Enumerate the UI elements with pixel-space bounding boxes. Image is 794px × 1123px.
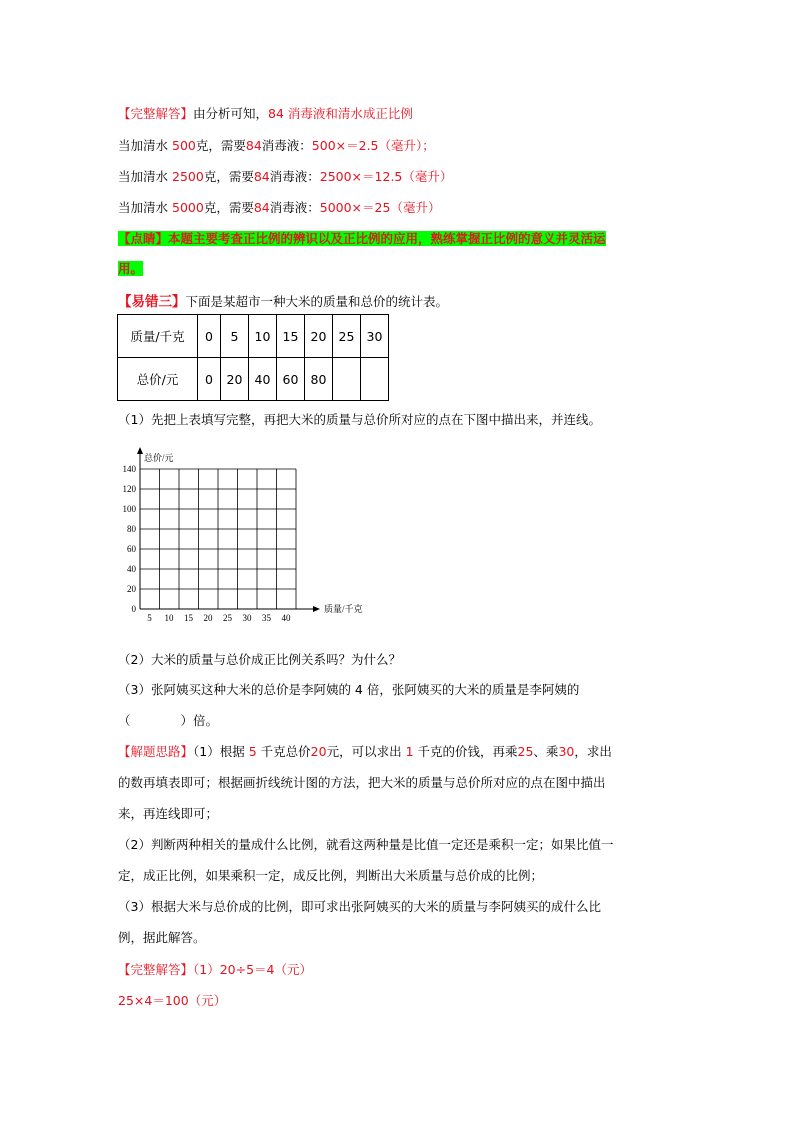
- y-axis-label: 总价/元: [144, 453, 174, 463]
- answer-line: [118, 104, 413, 122]
- table-cell: 0: [198, 358, 221, 401]
- calc-result: 5000×＝25（毫升）: [319, 200, 441, 215]
- table-header: 总价/元: [118, 358, 198, 401]
- comment-line-1: [118, 228, 606, 250]
- x-tick-label: 15: [184, 613, 193, 623]
- answer-conclusion: 84 消毒液和清水成正比例: [268, 106, 413, 121]
- calc-result: 2500×＝12.5（毫升）: [319, 169, 453, 184]
- calc-number: 84: [253, 200, 270, 215]
- solution-number: 25: [517, 744, 534, 759]
- x-tick-label: 10: [164, 613, 174, 623]
- calc-number: 500: [172, 138, 196, 153]
- calc-text: 消毒液：: [269, 169, 320, 184]
- calc-line-3: [118, 198, 440, 216]
- calc-text: 消毒液：: [261, 138, 312, 153]
- calc-text: 消毒液：: [269, 200, 320, 215]
- solution-line-2: 的数再填表即可；根据画折线统计图的方法，把大米的质量与总价所对应的点在图中描出: [118, 775, 606, 790]
- solution-text: 、乘: [533, 744, 559, 759]
- answer2-calc: （1）20÷5＝4（元）: [193, 962, 313, 977]
- table-cell: 60: [277, 358, 305, 401]
- solution-line-3: 来，再连线即可；: [118, 806, 219, 821]
- y-tick-label: 100: [122, 504, 136, 514]
- calc-text: 克，需要: [203, 200, 254, 215]
- question-3: （3）张阿姨买这种大米的总价是李阿姨的 4 倍，张阿姨买的大米的质量是李阿姨的: [118, 682, 580, 697]
- solution-number: 5: [248, 744, 257, 759]
- solution-line-4: （2）判断两种相关的量成什么比例，就看这两种量是比值一定还是乘积一定；如果比值一: [118, 837, 614, 852]
- calc-line-1: [118, 136, 435, 154]
- question-3-blank: （ ）倍。: [118, 713, 219, 728]
- calc-number: 5000: [172, 200, 204, 215]
- table-cell: 80: [305, 358, 333, 401]
- x-axis-arrow: [313, 606, 320, 612]
- grid-chart: [110, 440, 380, 625]
- x-tick-label: 25: [223, 613, 232, 623]
- y-tick-label: 60: [127, 544, 136, 554]
- table-header: 质量/千克: [118, 315, 198, 358]
- table-cell: 0: [198, 315, 221, 358]
- calc-number: 2500: [172, 169, 204, 184]
- solution-line-7: 例，据此解答。: [118, 930, 206, 945]
- solution-number: 20: [310, 744, 327, 759]
- calc-text: 当加清水: [118, 138, 169, 153]
- table-cell: 10: [249, 315, 277, 358]
- solution-line-6: （3）根据大米与总价成的比例，即可求出张阿姨买的大米的质量与李阿姨买的成什么比: [118, 899, 601, 914]
- solution-number: 1: [405, 744, 414, 759]
- x-tick-label: 5: [147, 613, 152, 623]
- calc-text: 当加清水: [118, 200, 169, 215]
- calc-line-2: [118, 167, 452, 185]
- table-cell: 20: [305, 315, 333, 358]
- solution-tag: 【解题思路】: [118, 744, 194, 759]
- solution-text: 千克的价钱，再乘: [417, 744, 518, 759]
- x-tick-label: 40: [281, 613, 291, 623]
- solution-text: ，求出: [574, 744, 612, 759]
- y-tick-label: 140: [122, 464, 136, 474]
- y-tick-label: 80: [127, 524, 136, 534]
- question-1: （1）先把上表填写完整，再把大米的质量与总价所对应的点在下图中描出来，并连线。: [118, 412, 601, 427]
- x-tick-label: 20: [203, 613, 213, 623]
- answer2-line-2: 25×4＝100（元）: [118, 993, 227, 1008]
- solution-number: 30: [558, 744, 575, 759]
- answer-tag: 【完整解答】: [118, 106, 194, 121]
- comment-line-2: [118, 258, 143, 280]
- y-tick-label: 120: [122, 484, 136, 494]
- calc-result: 500×＝2.5（毫升）；: [311, 138, 435, 153]
- price-table: [117, 314, 389, 401]
- x-axis-label: 质量/千克: [324, 604, 363, 614]
- table-cell: 5: [221, 315, 249, 358]
- table-row: [118, 358, 389, 401]
- table-row: [118, 315, 389, 358]
- comment-highlight: 用。: [118, 261, 144, 276]
- mistake-heading: [118, 290, 448, 310]
- mistake-tag: 【易错三】: [118, 294, 186, 310]
- calc-text: 克，需要: [195, 138, 246, 153]
- y-tick-label: 0: [131, 604, 136, 614]
- y-axis-arrow: [137, 447, 143, 454]
- table-cell-empty: [361, 358, 389, 401]
- table-cell: 40: [249, 358, 277, 401]
- answer2-tag: 【完整解答】: [118, 962, 194, 977]
- solution-line-1: [118, 742, 612, 760]
- y-tick-label: 40: [127, 564, 136, 574]
- answer2-line-1: [118, 960, 312, 978]
- table-cell: 15: [277, 315, 305, 358]
- calc-number: 84: [253, 169, 270, 184]
- table-cell-empty: [333, 358, 361, 401]
- solution-text: （1）根据: [193, 744, 245, 759]
- answer-text: 由分析可知，: [193, 106, 269, 121]
- solution-text: 元，可以求出: [326, 744, 402, 759]
- table-cell: 20: [221, 358, 249, 401]
- question-2: （2）大米的质量与总价成正比例关系吗？为什么？: [118, 652, 401, 667]
- calc-number: 84: [245, 138, 262, 153]
- mistake-text: 下面是某超市一种大米的质量和总价的统计表。: [185, 294, 449, 309]
- x-tick-label: 35: [262, 613, 271, 623]
- solution-line-5: 定，成正比例，如果乘积一定，成反比例，判断出大米质量与总价成的比例；: [118, 868, 544, 883]
- calc-text: 当加清水: [118, 169, 169, 184]
- table-cell: 30: [361, 315, 389, 358]
- comment-highlight: 【点睛】本题主要考查正比例的辨识以及正比例的应用，熟练掌握正比例的意义并灵活运: [118, 231, 606, 246]
- solution-text: 千克总价: [260, 744, 311, 759]
- calc-text: 克，需要: [203, 169, 254, 184]
- y-tick-label: 20: [127, 584, 136, 594]
- x-tick-label: 30: [242, 613, 252, 623]
- table-cell: 25: [333, 315, 361, 358]
